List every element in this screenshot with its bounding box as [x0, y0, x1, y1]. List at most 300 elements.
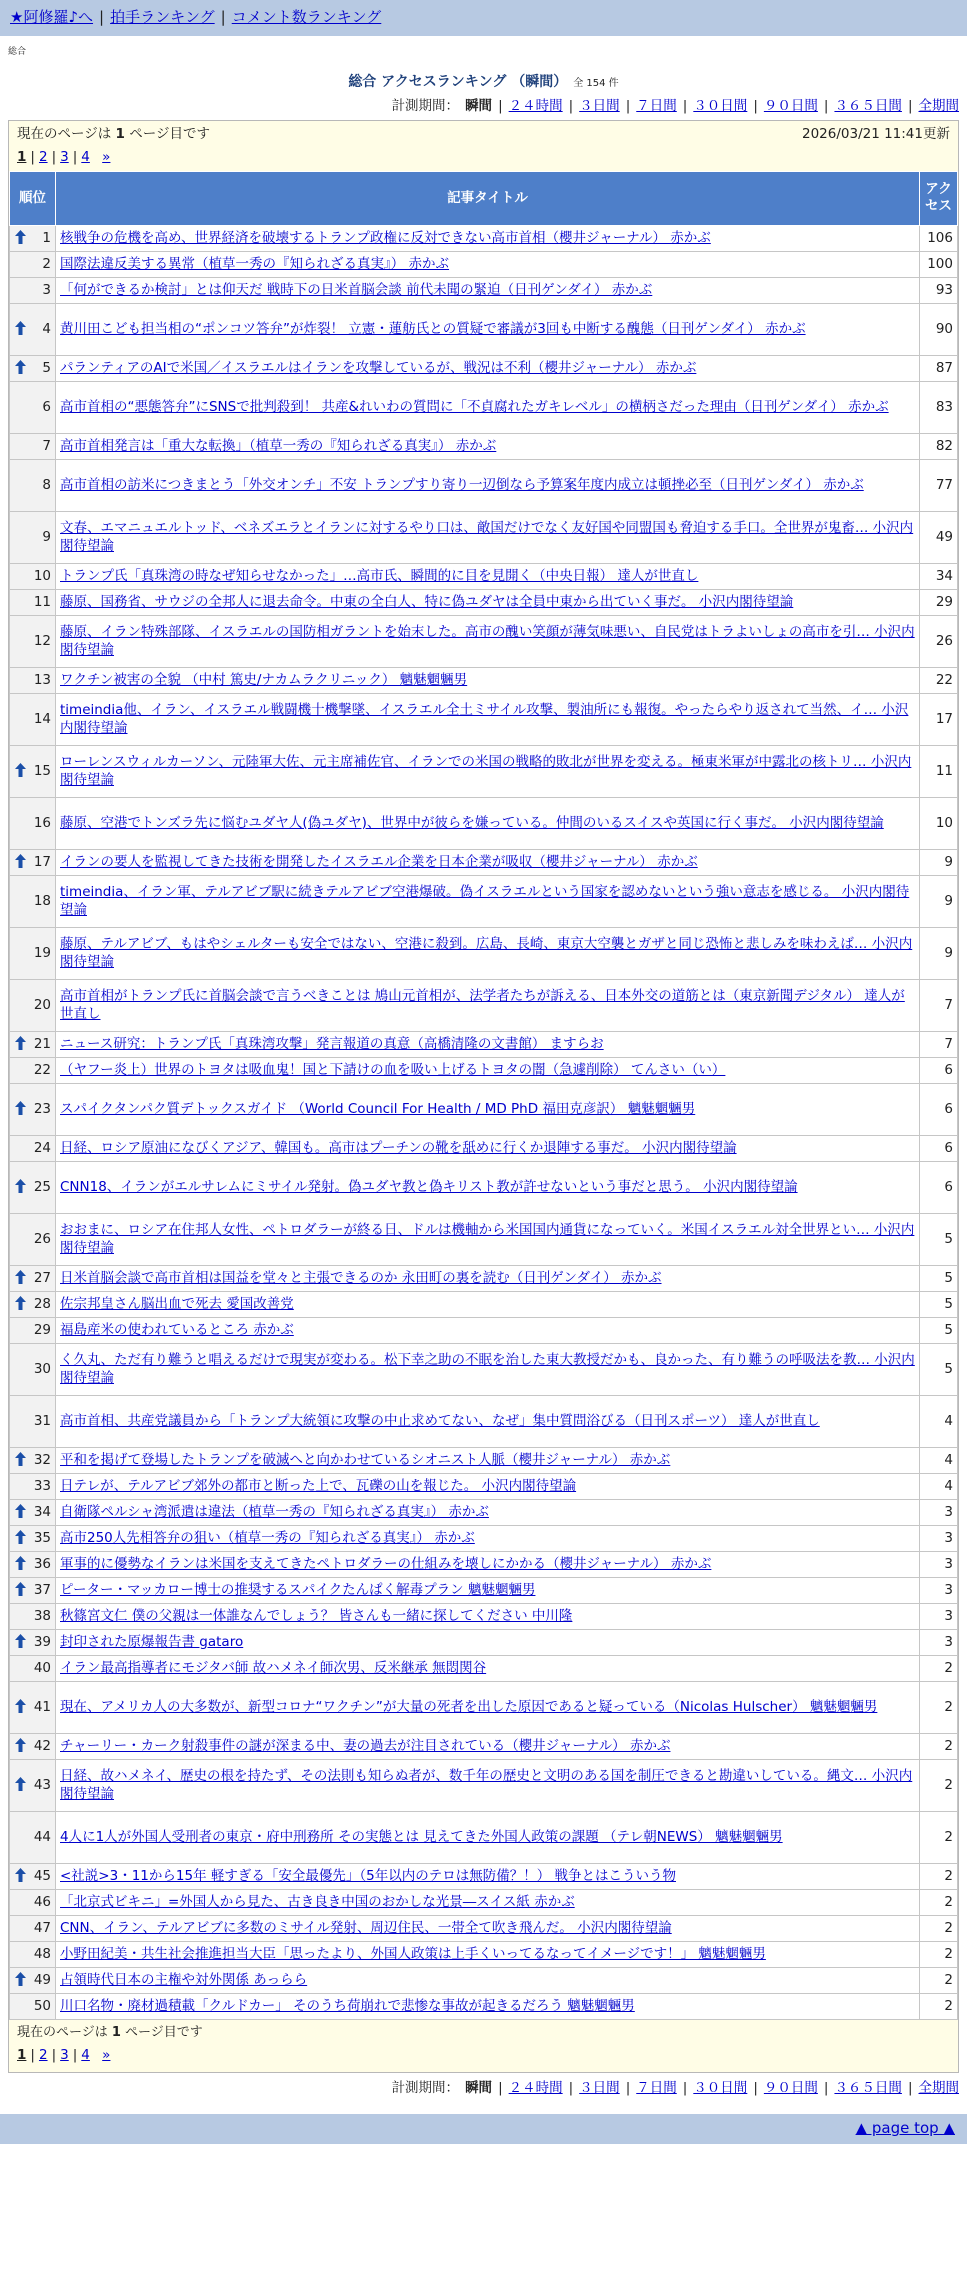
article-link[interactable]: ニュース研究：トランプ氏「真珠湾攻撃」発言報道の真意（高橋清隆の文書館） ますらお [60, 1035, 604, 1052]
rank-number: 23 [33, 1100, 51, 1117]
table-row [10, 1811, 958, 1863]
period-option-link[interactable]: ２４時間 [508, 2079, 563, 2096]
access-count: 3 [920, 1499, 958, 1525]
table-row [10, 1915, 958, 1941]
period-option-link[interactable]: ９０日間 [763, 2079, 818, 2096]
status-text-pre: 現在のページは [17, 125, 116, 142]
bottom-bar [0, 2114, 967, 2144]
period-option-link[interactable]: 全期間 [918, 97, 959, 114]
table-row [10, 355, 958, 381]
rank-number: 21 [33, 1035, 51, 1052]
status-text-post: ページ目です [124, 125, 210, 142]
rank-number: 11 [33, 593, 51, 610]
table-row [10, 1135, 958, 1161]
rank-number: 15 [33, 762, 51, 779]
access-count: 11 [920, 745, 958, 797]
title-cell [56, 1577, 920, 1603]
rank-up-arrow-icon [15, 230, 26, 244]
rank-up-arrow-icon [15, 1777, 26, 1791]
period-separator: | [753, 2079, 758, 2096]
period-label: 計測期間： [391, 97, 460, 114]
table-row [10, 1681, 958, 1733]
article-link[interactable]: く久丸、ただ有り難うと唱えるだけで現実が変わる。松下幸之助の不眠を治した東大教授だかも、良かった、有り難うの呼吸法を教… 小沢内閣待望論 [60, 1351, 915, 1387]
rank-cell [10, 1941, 56, 1967]
title-cell [56, 1213, 920, 1265]
pager-current-page[interactable]: 1 [17, 148, 27, 165]
rank-cell [10, 1681, 56, 1733]
title-cell [56, 459, 920, 511]
period-option-selected: 瞬間 [465, 2079, 493, 2096]
title-cell [56, 1733, 920, 1759]
access-count: 5 [920, 1213, 958, 1265]
access-count: 26 [920, 615, 958, 667]
title-cell [56, 355, 920, 381]
access-count: 5 [920, 1291, 958, 1317]
table-row [10, 1447, 958, 1473]
article-link[interactable]: イラン最高指導者にモジタバ師 故ハメネイ師次男、反米継承 無悶関谷 [60, 1659, 487, 1676]
access-count: 2 [920, 1941, 958, 1967]
table-row [10, 563, 958, 589]
rank-number: 19 [33, 944, 51, 961]
page-title-text: 総合 アクセスランキング （瞬間） [348, 73, 568, 90]
table-row [10, 979, 958, 1031]
rank-cell [10, 927, 56, 979]
rank-cell [10, 1057, 56, 1083]
title-cell [56, 1915, 920, 1941]
pager-page-link[interactable]: 2 [38, 2047, 48, 2064]
access-count: 49 [920, 511, 958, 563]
title-cell [56, 1603, 920, 1629]
table-row [10, 1629, 958, 1655]
period-separator: | [682, 97, 688, 114]
rank-number: 26 [33, 1230, 51, 1247]
rank-cell [10, 1811, 56, 1863]
table-row [10, 1577, 958, 1603]
access-count: 4 [920, 1447, 958, 1473]
access-count: 3 [920, 1577, 958, 1603]
article-link[interactable]: 日経、ロシア原油になびくアジア、韓国も。高市はプーチンの靴を舐めに行くか退陣する事だ。 小沢内閣待望論 [60, 1139, 737, 1156]
rank-cell [10, 745, 56, 797]
table-row [10, 667, 958, 693]
article-link[interactable]: 小野田紀美・共生社会推進担当大臣「思ったより、外国人政策は上手くいってるなってイメージです！」 魑魅魍魎男 [60, 1945, 766, 1962]
table-row [10, 459, 958, 511]
article-link[interactable]: イランの要人を監視してきた技術を開発したイスラエル企業を日本企業が吸収（櫻井ジャーナル） 赤かぶ [60, 853, 698, 870]
page-info-bottom [9, 2020, 958, 2072]
comment-ranking-link[interactable]: コメント数ランキング [231, 8, 382, 27]
article-link[interactable]: 「北京式ビキニ」=外国人から見た、古き良き中国のおかしな光景―スイス紙 赤かぶ [60, 1893, 575, 1910]
pager-separator: | [72, 2047, 78, 2064]
rank-number: 39 [33, 1633, 51, 1650]
clap-ranking-link[interactable]: 拍手ランキング [110, 8, 215, 27]
nav-separator: | [220, 8, 226, 27]
access-count: 9 [920, 849, 958, 875]
article-link[interactable]: 黄川田こども担当相の“ポンコツ答弁”が炸裂！ 立憲・蓮舫氏との質疑で審議が3回も中断する醜態（日刊ゲンダイ） 赤かぶ [60, 320, 806, 337]
article-link[interactable]: 川口名物・廃材過積載「クルドカー」 そのうち荷崩れで悲惨な事故が起きるだろう 魑魅魍魎男 [60, 1997, 635, 2014]
table-row [10, 511, 958, 563]
rank-number: 48 [33, 1945, 51, 1962]
table-row [10, 433, 958, 459]
period-option-link[interactable]: ７日間 [636, 97, 677, 114]
pager-current-page[interactable]: 1 [17, 2047, 27, 2064]
pager-separator: | [72, 148, 78, 165]
title-cell [56, 1031, 920, 1057]
rank-cell [10, 1863, 56, 1889]
table-row [10, 589, 958, 615]
period-option-link[interactable]: ７日間 [636, 2079, 677, 2096]
rank-cell [10, 277, 56, 303]
rank-cell [10, 303, 56, 355]
table-row [10, 1941, 958, 1967]
table-row [10, 1161, 958, 1213]
article-link[interactable]: 藤原、空港でトンズラ先に悩むユダヤ人(偽ユダヤ)、世界中が彼らを嫌っている。仲間のいるスイスや英国に行く事だ。 小沢内閣待望論 [60, 814, 884, 831]
rank-number: 18 [33, 892, 51, 909]
pager-next-link[interactable]: » [102, 148, 111, 165]
rank-cell [10, 589, 56, 615]
rank-cell [10, 1083, 56, 1135]
period-option-selected: 瞬間 [465, 97, 493, 114]
article-link[interactable]: timeindia、イラン軍、テルアビブ駅に続きテルアビブ空港爆破。偽イスラエルという国家を認めないという強い意志を感じる。 小沢内閣待望論 [60, 883, 910, 919]
rank-number: 13 [33, 671, 51, 688]
rank-cell [10, 1577, 56, 1603]
rank-header: 順位 [10, 171, 56, 225]
period-option-link[interactable]: ３日間 [579, 97, 620, 114]
access-count: 3 [920, 1551, 958, 1577]
period-separator: | [625, 97, 631, 114]
access-count: 7 [920, 979, 958, 1031]
table-row [10, 1057, 958, 1083]
article-link[interactable]: 「何ができるか検討」とは仰天だ 戦時下の日米首脳会談 前代未聞の緊迫（日刊ゲンダイ） 赤かぶ [60, 281, 653, 298]
article-link[interactable]: 封印された原爆報告書 gataro [60, 1633, 244, 1650]
rank-cell [10, 1733, 56, 1759]
article-link[interactable]: 高市首相の“悪態答弁”にSNSで批判殺到！ 共産&れいわの質問に「不貞腐れたガキレベル」の横柄さだった理由（日刊ゲンダイ） 赤かぶ [60, 398, 889, 415]
period-option-link[interactable]: ３６５日間 [834, 2079, 902, 2096]
rank-number: 31 [33, 1412, 51, 1429]
rank-cell [10, 251, 56, 277]
rank-cell [10, 511, 56, 563]
table-row [10, 797, 958, 849]
pager-page-link[interactable]: 2 [38, 148, 48, 165]
pager-page-link[interactable]: 4 [81, 2047, 90, 2064]
page-info-top [9, 121, 958, 171]
article-link[interactable]: 占領時代日本の主権や対外関係 あっらら [60, 1971, 308, 1988]
rank-number: 35 [33, 1529, 51, 1546]
rank-number: 7 [42, 437, 51, 454]
rank-cell [10, 1031, 56, 1057]
table-row [10, 1265, 958, 1291]
title-cell [56, 1681, 920, 1733]
table-row [10, 303, 958, 355]
pager-page-link[interactable]: 3 [60, 148, 69, 165]
rank-number: 8 [42, 476, 51, 493]
article-link[interactable]: 日米首脳会談で高市首相は国益を堂々と主張できるのか 永田町の裏を読む（日刊ゲンダイ） 赤かぶ [60, 1269, 662, 1286]
access-count: 90 [920, 303, 958, 355]
rank-number: 33 [33, 1477, 51, 1494]
article-link[interactable]: ワクチン被害の全貌 （中村 篤史/ナカムラクリニック） 魑魅魍魎男 [60, 671, 468, 688]
pager-separator [94, 149, 98, 165]
rank-number: 41 [33, 1698, 51, 1715]
article-link[interactable]: 高市首相の訪米につきまとう「外交オンチ」不安 トランプすり寄り一辺倒なら予算案年度内成立は頓挫必至（日刊ゲンダイ） 赤かぶ [60, 476, 864, 493]
article-link[interactable]: ピーター・マッカロー博士の推奨するスパイクたんぱく解毒プラン 魑魅魍魎男 [60, 1581, 536, 1598]
table-row [10, 693, 958, 745]
period-option-link[interactable]: ９０日間 [763, 97, 818, 114]
title-cell [56, 797, 920, 849]
rank-up-arrow-icon [15, 1504, 26, 1518]
rank-up-arrow-icon [15, 1582, 26, 1596]
table-row [10, 1083, 958, 1135]
pager-page-link[interactable]: 4 [81, 148, 90, 165]
article-link[interactable]: 4人に1人が外国人受刑者の東京・府中刑務所 その実態とは 見えてきた外国人政策の課題 （テレ朝NEWS） 魑魅魍魎男 [60, 1828, 783, 1845]
access-count: 2 [920, 1993, 958, 2019]
article-link[interactable]: 佐宗邦皇さん脳出血で死去 愛国改善党 [60, 1295, 294, 1312]
access-count: 6 [920, 1135, 958, 1161]
rank-number: 37 [33, 1581, 51, 1598]
rank-up-arrow-icon [15, 1530, 26, 1544]
rank-up-arrow-icon [15, 1101, 26, 1115]
rank-cell [10, 225, 56, 251]
rank-up-arrow-icon [15, 1270, 26, 1284]
rank-cell [10, 1915, 56, 1941]
article-link[interactable]: 軍事的に優勢なイランは米国を支えてきたペトロダラーの仕組みを壊しにかかる（櫻井ジャーナル） 赤かぶ [60, 1555, 712, 1572]
title-header: 記事タイトル [56, 171, 920, 225]
rank-number: 50 [33, 1997, 51, 2014]
article-link[interactable]: スパイクタンパク質デトックスガイド （World Council For Health / MD PhD 福田克彦訳） 魑魅魍魎男 [60, 1100, 696, 1117]
rank-number: 27 [33, 1269, 51, 1286]
access-count: 5 [920, 1343, 958, 1395]
updated-timestamp: 2026/03/21 11:41更新 [801, 125, 950, 142]
access-count: 3 [920, 1525, 958, 1551]
article-link[interactable]: 核戦争の危機を高め、世界経済を破壊するトランプ政権に反対できない高市首相（櫻井ジャーナル） 赤かぶ [60, 229, 711, 246]
rank-cell [10, 1473, 56, 1499]
rank-cell [10, 979, 56, 1031]
access-count: 3 [920, 1629, 958, 1655]
rank-number: 32 [33, 1451, 51, 1468]
rank-up-arrow-icon [15, 763, 26, 777]
rank-number: 20 [33, 996, 51, 1013]
article-link[interactable]: 福島産米の使われているところ 赤かぶ [60, 1321, 294, 1338]
article-link[interactable]: チャーリー・カーク射殺事件の謎が深まる中、妻の過去が注目されている（櫻井ジャーナル） 赤かぶ [60, 1737, 671, 1754]
rank-cell [10, 1525, 56, 1551]
article-link[interactable]: 秋篠宮文仁 僕の父親は一体誰なんでしょう？ 皆さんも一緒に探してください 中川隆 [60, 1607, 573, 1624]
access-count: 2 [920, 1655, 958, 1681]
table-row [10, 1213, 958, 1265]
title-cell [56, 875, 920, 927]
period-separator: | [753, 97, 758, 114]
article-link[interactable]: 平和を掲げて登場したトランプを破滅へと向かわせているシオニスト人脈（櫻井ジャーナル） 赤かぶ [60, 1451, 671, 1468]
current-page-status-bottom [17, 2024, 950, 2042]
period-separator: | [907, 2079, 913, 2096]
rank-number: 47 [33, 1919, 51, 1936]
title-cell [56, 693, 920, 745]
article-link[interactable]: 日経、故ハメネイ、歴史の根を持たず、その法則も知らぬ者が、数千年の歴史と文明のある国を制圧できると勘違いしている。縄文… 小沢内閣待望論 [60, 1767, 913, 1803]
article-link[interactable]: 藤原、イラン特殊部隊、イスラエルの国防相ガラントを始末した。高市の醜い笑顔が薄気味悪い、自民党はトラよいしょの高市を引… 小沢内閣待望論 [60, 623, 915, 659]
table-row [10, 1993, 958, 2019]
access-count: 77 [920, 459, 958, 511]
title-cell [56, 381, 920, 433]
article-link[interactable]: 高市首相発言は「重大な転換」（植草一秀の『知られざる真実』） 赤かぶ [60, 437, 497, 454]
table-row [10, 1317, 958, 1343]
article-link[interactable]: おおまに、ロシア在住邦人女性、ペトロダラーが終る日、ドルは機軸から米国国内通貨になっていく。米国イスラエル対全世界とい… 小沢内閣待望論 [60, 1221, 915, 1257]
rank-up-arrow-icon [15, 1972, 26, 1986]
rank-up-arrow-icon [15, 1868, 26, 1882]
article-link[interactable]: 高市首相、共産党議員から「トランプ大統領に攻撃の中止求めてない、なぜ」集中質問浴びる（日刊スポーツ） 達人が世直し [60, 1412, 820, 1429]
table-row [10, 1863, 958, 1889]
title-cell [56, 1499, 920, 1525]
rank-cell [10, 1161, 56, 1213]
access-count: 2 [920, 1811, 958, 1863]
access-count: 5 [920, 1317, 958, 1343]
table-row [10, 615, 958, 667]
access-count: 87 [920, 355, 958, 381]
rank-up-arrow-icon [15, 1556, 26, 1570]
access-count: 29 [920, 589, 958, 615]
period-separator: | [625, 2079, 631, 2096]
period-option-link[interactable]: ３６５日間 [834, 97, 902, 114]
title-cell [56, 1811, 920, 1863]
period-option-link[interactable]: ３日間 [579, 2079, 620, 2096]
period-option-link[interactable]: ３０日間 [693, 97, 748, 114]
rank-number: 40 [33, 1659, 51, 1676]
title-cell [56, 1863, 920, 1889]
article-link[interactable]: 藤原、国務省、サウジの全邦人に退去命令。中東の全白人、特に偽ユダヤは全員中東から出ていく事だ。 小沢内閣待望論 [60, 593, 794, 610]
table-row [10, 1603, 958, 1629]
period-separator: | [568, 2079, 574, 2096]
title-cell [56, 745, 920, 797]
period-separator: | [823, 2079, 829, 2096]
title-cell [56, 615, 920, 667]
article-link[interactable]: 高市250人先相答弁の狙い（植草一秀の『知られざる真実』） 赤かぶ [60, 1529, 475, 1546]
total-count: 全 154 件 [573, 77, 619, 89]
article-link[interactable]: 藤原、テルアビブ、もはやシェルターも安全ではない、空港に殺到。広島、長崎、東京大空襲とガザと同じ恐怖と悲しみを味わえば… 小沢内閣待望論 [60, 935, 913, 971]
article-link[interactable]: 現在、アメリカ人の大多数が、新型コロナ“ワクチン”が大量の死者を出した原因であると疑っている（Nicolas Hulscher） 魑魅魍魎男 [60, 1698, 878, 1715]
rank-cell [10, 1551, 56, 1577]
article-link[interactable]: ローレンスウィルカーソン、元陸軍大佐、元主席補佐官、イランでの米国の戦略的敗北が世界を変える。極東米軍が中露北の核トリ… 小沢内閣待望論 [60, 753, 912, 789]
access-count: 4 [920, 1395, 958, 1447]
rank-number: 24 [33, 1139, 51, 1156]
rank-cell [10, 1629, 56, 1655]
period-option-link[interactable]: ２４時間 [508, 97, 563, 114]
rank-cell [10, 1447, 56, 1473]
title-cell [56, 1057, 920, 1083]
access-count: 93 [920, 277, 958, 303]
title-cell [56, 1343, 920, 1395]
article-link[interactable]: 高市首相がトランプ氏に首脳会談で言うべきことは 鳩山元首相が、法学者たちが訴える、日本外交の道筋とは（東京新聞デジタル） 達人が世直し [60, 987, 905, 1023]
rank-cell [10, 1213, 56, 1265]
title-cell [56, 1317, 920, 1343]
period-separator: | [568, 97, 574, 114]
rank-cell [10, 459, 56, 511]
period-option-link[interactable]: 全期間 [918, 2079, 959, 2096]
access-count: 9 [920, 927, 958, 979]
rank-number: 1 [42, 229, 51, 246]
title-cell [56, 1525, 920, 1551]
rank-number: 6 [42, 398, 51, 415]
title-cell [56, 1083, 920, 1135]
title-cell [56, 1655, 920, 1681]
rank-cell [10, 1655, 56, 1681]
rank-cell [10, 1603, 56, 1629]
status-text-pre: 現在のページは [17, 2024, 112, 2040]
period-selector-top [0, 93, 967, 120]
pager-top [17, 148, 950, 167]
rank-up-arrow-icon [15, 1452, 26, 1466]
article-link[interactable]: 国際法違反美する異常（植草一秀の『知られざる真実』） 赤かぶ [60, 255, 450, 272]
rank-number: 2 [42, 255, 51, 272]
title-cell [56, 1291, 920, 1317]
pager-page-link[interactable]: 3 [60, 2047, 69, 2064]
title-cell [56, 251, 920, 277]
rank-number: 43 [33, 1776, 51, 1793]
article-link[interactable]: （ヤフー炎上）世界のトヨタは吸血鬼！国と下請けの血を吸い上げるトヨタの闇（急遽削除） てんさい（い） [60, 1061, 726, 1078]
title-cell [56, 225, 920, 251]
pager-separator: | [30, 148, 35, 165]
access-count: 2 [920, 1759, 958, 1811]
table-row [10, 927, 958, 979]
access-count: 6 [920, 1161, 958, 1213]
rank-number: 17 [33, 853, 51, 870]
access-count: 6 [920, 1057, 958, 1083]
title-cell [56, 1889, 920, 1915]
rank-number: 46 [33, 1893, 51, 1910]
rank-up-arrow-icon [15, 1179, 26, 1193]
access-count: 2 [920, 1863, 958, 1889]
period-separator: | [498, 2079, 503, 2096]
table-row [10, 1967, 958, 1993]
rank-number: 16 [33, 814, 51, 831]
rank-number: 3 [42, 281, 51, 298]
article-link[interactable]: CNN18、イランがエルサレムにミサイル発射。偽ユダヤ教と偽キリスト教が許せないという事だと思う。 小沢内閣待望論 [60, 1178, 798, 1195]
title-cell [56, 1395, 920, 1447]
article-link[interactable]: 日テレが、テルアビブ郊外の都市と断った上で、瓦礫の山を報じた。 小沢内閣待望論 [60, 1477, 577, 1494]
home-link[interactable]: ★阿修羅♪へ [10, 8, 94, 27]
rank-number: 29 [33, 1321, 51, 1338]
article-link[interactable]: 自衛隊ペルシャ湾派遣は違法（植草一秀の『知られざる真実』） 赤かぶ [60, 1503, 489, 1520]
article-link[interactable]: パランティアのAIで米国／イスラエルはイランを攻撃しているが、戦況は不利（櫻井ジャーナル） 赤かぶ [60, 359, 697, 376]
rank-cell [10, 563, 56, 589]
rank-number: 42 [33, 1737, 51, 1754]
period-option-link[interactable]: ３０日間 [693, 2079, 748, 2096]
title-cell [56, 1551, 920, 1577]
table-row [10, 1499, 958, 1525]
rank-number: 9 [42, 528, 51, 545]
article-link[interactable]: CNN、イラン、テルアビブに多数のミサイル発射、周辺住民、一帯全て吹き飛んだ。 小沢内閣待望論 [60, 1919, 672, 1936]
rank-up-arrow-icon [15, 1036, 26, 1050]
rank-number: 38 [33, 1607, 51, 1624]
ranking-panel [8, 120, 959, 2073]
table-row [10, 225, 958, 251]
access-count: 82 [920, 433, 958, 459]
rank-up-arrow-icon [15, 1699, 26, 1713]
rank-up-arrow-icon [15, 360, 26, 374]
article-link[interactable]: 文春、エマニュエルトッド、ベネズエラとイランに対するやり口は、敵国だけでなく友好国や同盟国も脅迫する手口。全世界が鬼畜… 小沢内閣待望論 [60, 519, 914, 555]
page-top-link[interactable]: ▲ page top ▲ [855, 2119, 955, 2138]
pager-next-link[interactable]: » [102, 2047, 111, 2064]
pager-separator: | [51, 2047, 57, 2064]
rank-number: 14 [33, 710, 51, 727]
article-link[interactable]: <社説>3・11から15年 軽すぎる「安全最優先」（5年以内のテロは無防備？！） 戦争とはこういう物 [60, 1867, 676, 1884]
table-row [10, 1889, 958, 1915]
title-cell [56, 1161, 920, 1213]
period-separator: | [498, 97, 503, 114]
table-row [10, 1031, 958, 1057]
table-row [10, 277, 958, 303]
article-link[interactable]: トランプ氏「真珠湾の時なぜ知らせなかった」…高市氏、瞬間的に目を見開く（中央日報） 達人が世直し [60, 567, 699, 584]
article-link[interactable]: timeindia他、イラン、イスラエル戦闘機十機撃墜、イスラエル全土ミサイル攻撃、製油所にも報復。やったらやり返されて当然、イ… 小沢内閣待望論 [60, 701, 909, 737]
page-title [0, 73, 967, 93]
title-cell [56, 1135, 920, 1161]
rank-up-arrow-icon [15, 1296, 26, 1310]
title-cell [56, 1941, 920, 1967]
title-cell [56, 303, 920, 355]
